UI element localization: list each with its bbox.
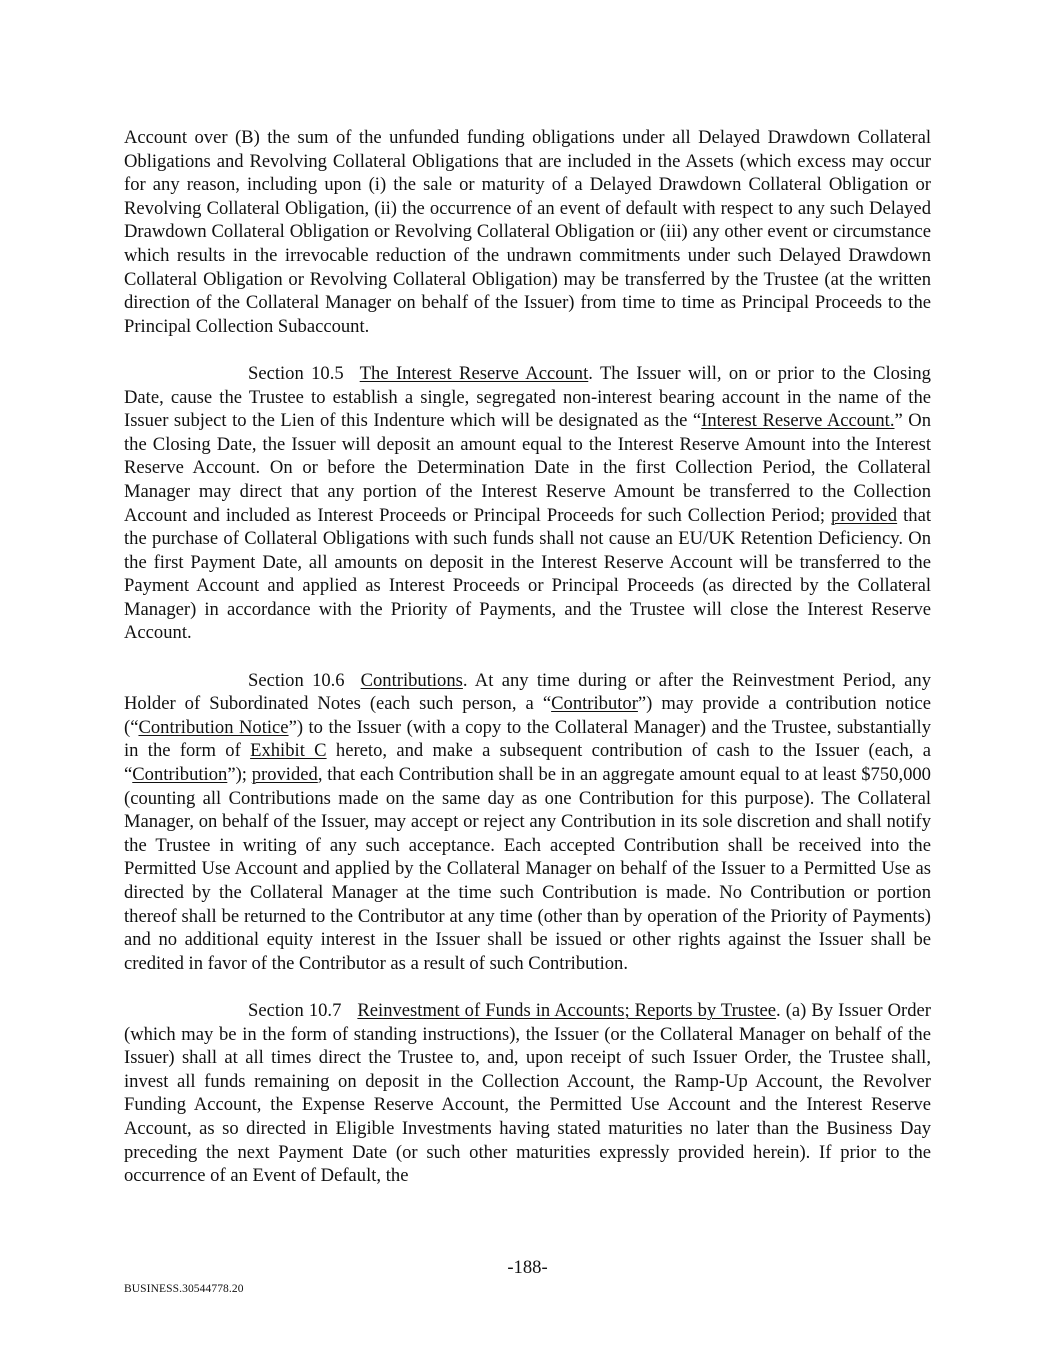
section-number: Section 10.5 xyxy=(248,362,344,384)
page-number: -188- xyxy=(507,1257,548,1278)
underlined-term: Contribution Notice xyxy=(138,716,289,738)
text-run: that the purchase of Collateral Obligations with such funds shall not cause an EU/UK Retention Deficiency. On the first Payment Date, all amounts on deposit in the Interest Reserve Account will be transferred to the Payment Account and applied as Interest Proceeds or Principal Proceeds (as directed by the Collateral Manager) in accordance with the Priority of Payments, and the Trustee will close the Interest Reserve Account. xyxy=(124,504,931,644)
underlined-term: provided xyxy=(831,504,898,526)
underlined-term: Contribution xyxy=(132,764,228,786)
document-body xyxy=(124,126,931,1211)
paragraph-section-10-6 xyxy=(124,669,931,976)
underlined-term: The Interest Reserve Account xyxy=(359,362,589,384)
text-run: ”); xyxy=(227,764,252,786)
section-number: Section 10.6 xyxy=(248,669,345,691)
paragraph-continuation xyxy=(124,126,931,338)
paragraph-section-10-5 xyxy=(124,362,931,645)
paragraph-section-10-7 xyxy=(124,999,931,1188)
text-run: ” On the Closing Date, the Issuer will deposit an amount equal to the Interest Reserve Amount into the Interest Reserve Account. On or before the Determination Date in the first Collection Period, the Collateral Manager may direct that any portion of the Interest Reserve Amount be transferred to the Collection Account and included as Interest Proceeds or Principal Proceeds for such Collection Period; xyxy=(124,410,931,526)
document-id: BUSINESS.30544778.20 xyxy=(124,1283,244,1295)
text-run: . (a) By Issuer Order (which may be in the form of standing instructions), the Issuer (or the Collateral Manager on behalf of the Issuer) shall at all times direct the Trustee to, and, upon receipt of such Issuer Order, the Trustee shall, invest all funds remaining on deposit in the Collection Account, the Ramp-Up Account, the Revolver Funding Account, the Expense Reserve Account, the Permitted Use Account and the Interest Reserve Account, as so directed in Eligible Investments having stated maturities no later than the Business Day preceding the next Payment Date (or such other maturities expressly provided herein). If prior to the occurrence of an Event of Default, the xyxy=(124,999,931,1187)
underlined-term: Interest Reserve Account. xyxy=(701,410,895,432)
section-number: Section 10.7 xyxy=(248,999,342,1021)
text-run: Account over (B) the sum of the unfunded funding obligations under all Delayed Drawdown Collateral Obligations and Revolving Collateral Obligations that are included in the Assets (which excess may occur for any reason, including upon (i) the sale or maturity of a Delayed Drawdown Collateral Obligation or Revolving Collateral Obligation, (ii) the occurrence of an event of default with respect to any such Delayed Drawdown Collateral Obligation or Revolving Collateral Obligation or (iii) any other event or circumstance which results in the irrevocable reduction of the undrawn commitments under such Delayed Drawdown Collateral Obligation or Revolving Collateral Obligation) may be transferred by the Trustee (at the written direction of the Collateral Manager on behalf of the Issuer) from time to time as Principal Proceeds to the Principal Collection Subaccount. xyxy=(124,127,931,337)
text-run: ”) to the Issuer (with a copy to the Collateral Manager) and the Trustee, substantially in the form of xyxy=(124,716,932,762)
text-run: . The Issuer will, on or prior to the Closing Date, cause the Trustee to establish a single, segregated non-interest bearing account in the name of the Issuer subject to the Lien of this Indenture which will be designated as the “ xyxy=(124,362,931,432)
text-run: , that each Contribution shall be in an aggregate amount equal to at least $750,000 (counting all Contributions made on the same day as one Contribution for this purpose). The Collateral Manager, on behalf of the Issuer, may accept or reject any Contribution in its sole discretion and shall notify the Trustee in writing of any such acceptance. Each accepted Contribution shall be received into the Permitted Use Account and applied by the Collateral Manager on behalf of the Issuer to a Permitted Use as directed by the Collateral Manager at the time such Contribution is made. No Contribution or portion thereof shall be returned to the Contributor at any time (other than by operation of the Priority of Payments) and no additional equity interest in the Issuer shall be issued or other rights against the Issuer shall be credited in favor of the Contributor as a result of such Contribution. xyxy=(124,764,931,974)
text-run: ”) may provide a contribution notice (“ xyxy=(124,693,931,738)
text-run: . At any time during or after the Reinvestment Period, any Holder of Subordinated Notes (each such person, a “ xyxy=(124,669,931,715)
text-run: hereto, and make a subsequent contribution of cash to the Issuer (each, a “ xyxy=(124,740,932,786)
underlined-term: Contributor xyxy=(551,693,638,715)
underlined-term: provided xyxy=(251,764,318,786)
underlined-term: Reinvestment of Funds in Accounts; Reports by Trustee xyxy=(357,999,776,1021)
underlined-term: Contributions xyxy=(360,669,463,691)
underlined-term: Exhibit C xyxy=(250,740,327,762)
